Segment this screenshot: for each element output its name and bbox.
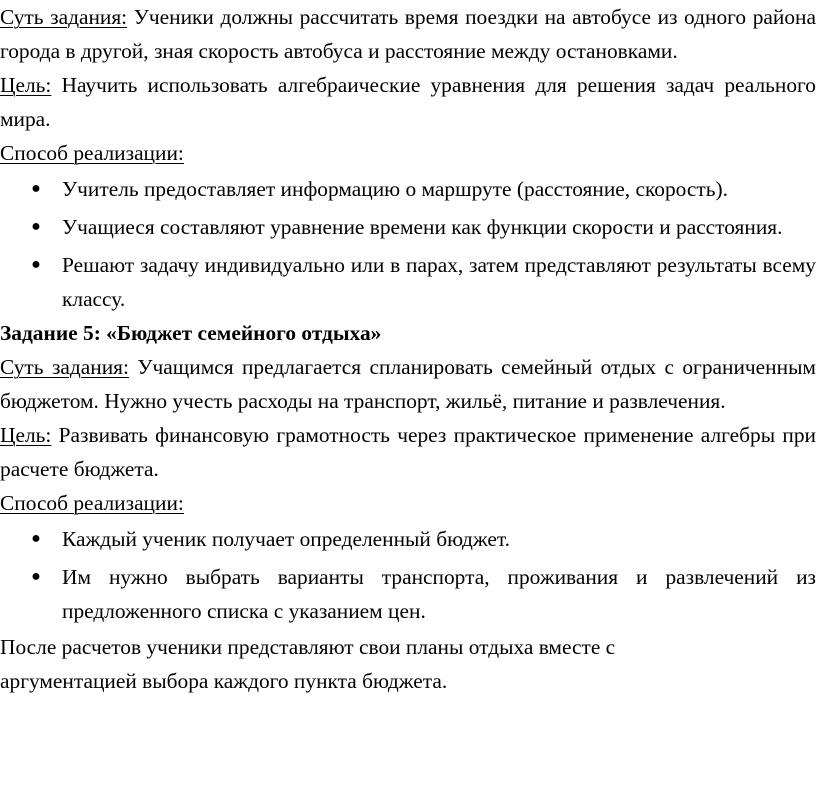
list-item-text: Им нужно выбрать варианты транспорта, проживания и развлечений из предложенного списка с указанием цен. xyxy=(62,565,816,623)
task5-goal-text: Развивать финансовую грамотность через практическое применение алгебры при расчете бюджета. xyxy=(0,423,816,481)
task4-goal-label: Цель: xyxy=(0,73,52,97)
task5-essence-label: Суть задания: xyxy=(0,355,129,379)
list-item xyxy=(0,210,816,244)
task4-goal-text: Научить использовать алгебраические уравнения для решения задач реального мира. xyxy=(0,73,816,131)
task4-essence-label: Суть задания: xyxy=(0,5,128,29)
bullet-icon: ● xyxy=(31,256,41,273)
task5-goal-paragraph xyxy=(0,418,816,486)
task4-method-label: Способ реализации: xyxy=(0,141,184,165)
list-item-text: Учащиеся составляют уравнение времени как функции скорости и расстояния. xyxy=(62,215,783,239)
list-item xyxy=(0,172,816,206)
bullet-icon: ● xyxy=(31,180,41,197)
list-item xyxy=(0,560,816,628)
task5-method-label: Способ реализации: xyxy=(0,491,184,515)
task5-method-paragraph xyxy=(0,486,816,520)
task5-closing-text: После расчетов ученики представляют свои планы отдыха вместе с аргументацией выбора каждого пункта бюджета. xyxy=(0,635,616,693)
bullet-icon: ● xyxy=(31,530,41,547)
bullet-icon: ● xyxy=(31,218,41,235)
task4-bullet-list xyxy=(0,172,816,316)
list-item xyxy=(0,248,816,316)
task5-goal-label: Цель: xyxy=(0,423,52,447)
list-item-text: Учитель предоставляет информацию о маршруте (расстояние, скорость). xyxy=(62,177,728,201)
task4-essence-text: Ученики должны рассчитать время поездки на автобусе из одного района города в другой, зная скорость автобуса и расстояние между остановками. xyxy=(0,5,816,63)
task4-goal-paragraph xyxy=(0,68,816,136)
list-item-text: Каждый ученик получает определенный бюджет. xyxy=(62,527,510,551)
bullet-icon: ● xyxy=(31,568,41,585)
task5-bullet-list xyxy=(0,522,816,628)
task4-method-paragraph xyxy=(0,136,816,170)
task5-essence-paragraph xyxy=(0,350,816,418)
list-item xyxy=(0,522,816,556)
task5-heading: Задание 5: «Бюджет семейного отдыха» xyxy=(0,321,382,345)
list-item-text: Решают задачу индивидуально или в парах, затем представляют результаты всему классу. xyxy=(62,253,816,311)
task4-essence-paragraph xyxy=(0,0,816,68)
task5-essence-text: Учащимся предлагается спланировать семейный отдых с ограниченным бюджетом. Нужно учесть расходы на транспорт, жильё, питание и развлечения. xyxy=(0,355,816,413)
task5-closing-paragraph xyxy=(0,630,816,698)
